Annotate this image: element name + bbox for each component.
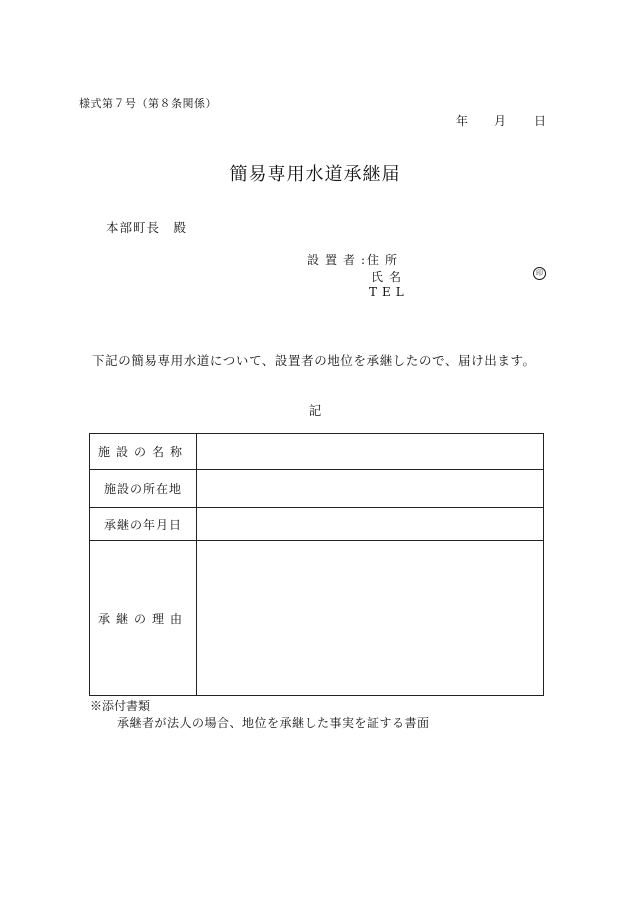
attachments-heading: ※添付書類 <box>90 699 151 713</box>
succession-date-field[interactable] <box>197 508 544 541</box>
facility-name-field[interactable] <box>197 434 544 470</box>
table-row <box>90 541 544 696</box>
applicant-name-label: 氏名 <box>371 270 408 284</box>
applicant-label: 設置者: <box>307 253 372 267</box>
table-row <box>90 508 544 541</box>
applicant-tel-label: TEL <box>369 285 409 299</box>
date-day-label: 日 <box>534 114 547 128</box>
seal-icon: 印 <box>533 267 546 280</box>
details-table <box>89 433 544 696</box>
document-title: 簡易専用水道承継届 <box>229 164 401 185</box>
date-year-label: 年 <box>456 114 469 128</box>
addressee: 本部町長 殿 <box>106 220 188 235</box>
applicant-address-label: 住所 <box>367 253 404 267</box>
succession-reason-field[interactable] <box>197 541 544 696</box>
statement-text: 下記の簡易専用水道について、設置者の地位を承継したので、届け出ます。 <box>92 353 536 368</box>
form-number: 様式第７号（第８条関係） <box>79 97 217 110</box>
facility-location-field[interactable] <box>197 470 544 508</box>
attachments-item: 承継者が法人の場合、地位を承継した事実を証する書面 <box>117 716 430 730</box>
succession-date-label: 承継の年月日 <box>90 508 197 541</box>
ki-heading: 記 <box>308 403 322 418</box>
table-row <box>90 434 544 470</box>
succession-reason-label: 承継の理由 <box>90 541 197 696</box>
date-month-label: 月 <box>494 114 507 128</box>
table-row <box>90 470 544 508</box>
facility-name-label: 施設の名称 <box>90 434 197 470</box>
facility-location-label: 施設の所在地 <box>90 470 197 508</box>
